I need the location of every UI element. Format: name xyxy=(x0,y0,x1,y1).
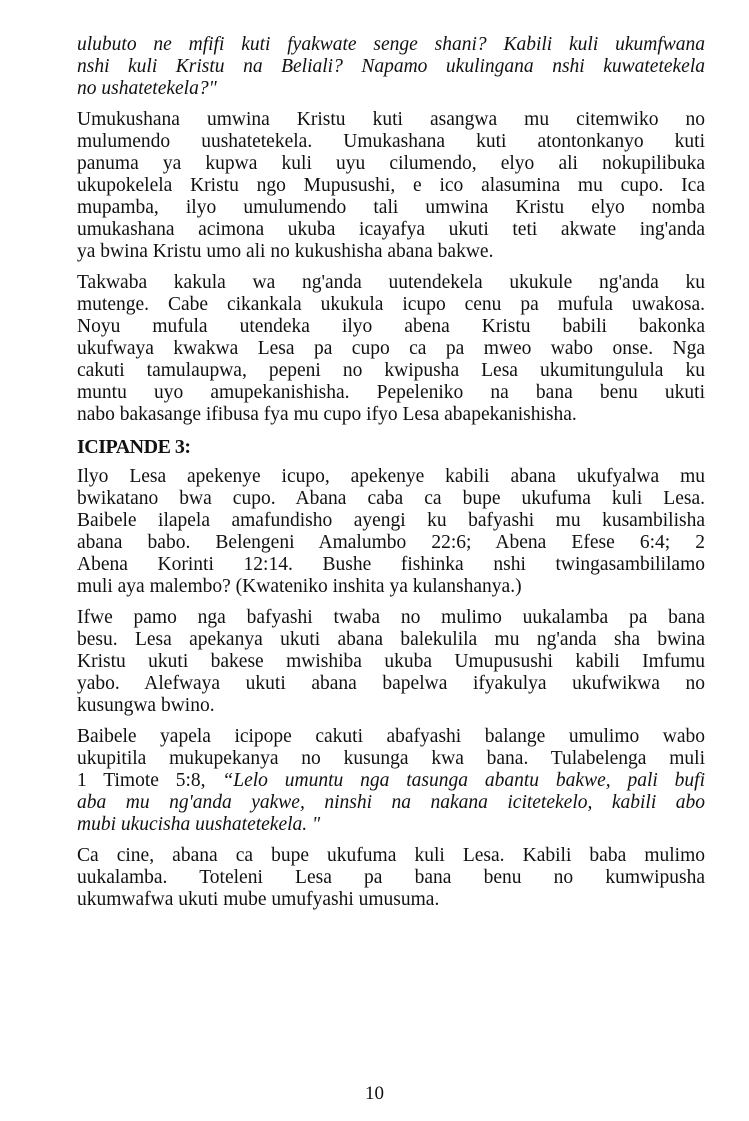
text-line: besu. Lesa apekanya ukuti abana balekulila mu ng'anda sha bwina xyxy=(77,629,705,650)
text-line: ukupitila mukupekanya no kusunga kwa bana. Tulabelenga muli xyxy=(77,748,705,769)
text-line: umukashana acimona ukuba icayafya ukuti teti akwate ing'anda xyxy=(77,219,705,240)
text-line: mutenge. Cabe cikankala ukukula icupo cenu pa mufula uwakosa. xyxy=(77,294,705,315)
quote-paragraph xyxy=(77,34,705,100)
page-number: 10 xyxy=(365,1083,384,1104)
text-line: Ca cine, abana ca bupe ukufuma kuli Lesa. Kabili baba mulimo xyxy=(77,845,705,866)
text-line: Baibele yapela icipope cakuti abafyashi balange umulimo wabo xyxy=(77,726,705,747)
text-line: ukupokelela Kristu ngo Mupusushi, e ico alasumina mu cupo. Ica xyxy=(77,175,705,196)
text-line: no ushatetekela?" xyxy=(77,78,217,99)
text-line: yabo. Alefwaya ukuti abana bapelwa ifyakulya ukufwikwa no xyxy=(77,673,705,694)
text-line: nshi kuli Kristu na Beliali? Napamo ukulingana nshi kuwatetekela xyxy=(77,56,705,77)
paragraph xyxy=(77,272,705,426)
text-line: Ifwe pamo nga bafyashi twaba no mulimo uukalamba pa bana xyxy=(77,607,705,628)
text-line: Baibele ilapela amafundisho ayengi ku bafyashi mu kusambilisha xyxy=(77,510,705,531)
plain-text: 1 Timote 5:8, xyxy=(77,770,223,791)
text-line: bwikatano bwa cupo. Abana caba ca bupe ukufuma kuli Lesa. xyxy=(77,488,705,509)
text-line: Umukushana umwina Kristu kuti asangwa mu citemwiko no xyxy=(77,109,705,130)
italic-quote-text: mubi ukucisha uushatetekela. " xyxy=(77,814,321,835)
text-line xyxy=(77,770,705,792)
text-line: abana babo. Belengeni Amalumbo 22:6; Abena Efese 6:4; 2 xyxy=(77,532,705,553)
text-line: panuma ya kupwa kuli uyu cilumendo, elyo ali nokupilibuka xyxy=(77,153,705,174)
text-line: mupamba, ilyo umulumendo tali umwina Kristu elyo nomba xyxy=(77,197,705,218)
text-line xyxy=(77,814,705,836)
paragraph xyxy=(77,845,705,911)
text-line: Ilyo Lesa apekenye icupo, apekenye kabili abana ukufyalwa mu xyxy=(77,466,705,487)
text-line: nabo bakasange ifibusa fya mu cupo ifyo Lesa abapekanishisha. xyxy=(77,404,577,425)
text-line: mulumendo uushatetekela. Umukashana kuti atontonkanyo kuti xyxy=(77,131,705,152)
text-line: ukufwaya kwakwa Lesa pa cupo ca pa mweo wabo onse. Nga xyxy=(77,338,705,359)
paragraph xyxy=(77,109,705,263)
text-line: Takwaba kakula wa ng'anda uutendekela ukukule ng'anda ku xyxy=(77,272,705,293)
text-line xyxy=(77,792,705,814)
text-line: ukumwafwa ukuti mube umufyashi umusuma. xyxy=(77,889,440,910)
text-line: Abena Korinti 12:14. Bushe fishinka nshi twingasambililamo xyxy=(77,554,705,575)
paragraph xyxy=(77,466,705,598)
italic-quote-text: “Lelo umuntu nga tasunga abantu bakwe, pali bufi xyxy=(222,770,705,791)
text-line: muntu uyo amupekanishisha. Pepeleniko na bana benu ukuti xyxy=(77,382,705,403)
text-line: uukalamba. Toteleni Lesa pa bana benu no kumwipusha xyxy=(77,867,705,888)
text-line: ya bwina Kristu umo ali no kukushisha abana bakwe. xyxy=(77,241,494,262)
text-line: cakuti tamulaupwa, pepeni no kwipusha Lesa ukumitungulula ku xyxy=(77,360,705,381)
text-line: Kristu ukuti bakese mwishiba ukuba Umupusushi kabili Imfumu xyxy=(77,651,705,672)
document-body xyxy=(77,34,705,920)
italic-quote-text: aba mu ng'anda yakwe, ninshi na nakana icitetekelo, kabili abo xyxy=(77,792,705,813)
text-line: Noyu mufula utendeka ilyo abena Kristu babili bakonka xyxy=(77,316,705,337)
section-heading: ICIPANDE 3: xyxy=(77,436,191,458)
text-line: muli aya malembo? (Kwateniko inshita ya kulanshanya.) xyxy=(77,576,522,597)
text-line: kusungwa bwino. xyxy=(77,695,215,716)
text-line: ulubuto ne mfifi kuti fyakwate senge shani? Kabili kuli ukumfwana xyxy=(77,34,705,55)
paragraph xyxy=(77,607,705,717)
paragraph xyxy=(77,726,705,836)
